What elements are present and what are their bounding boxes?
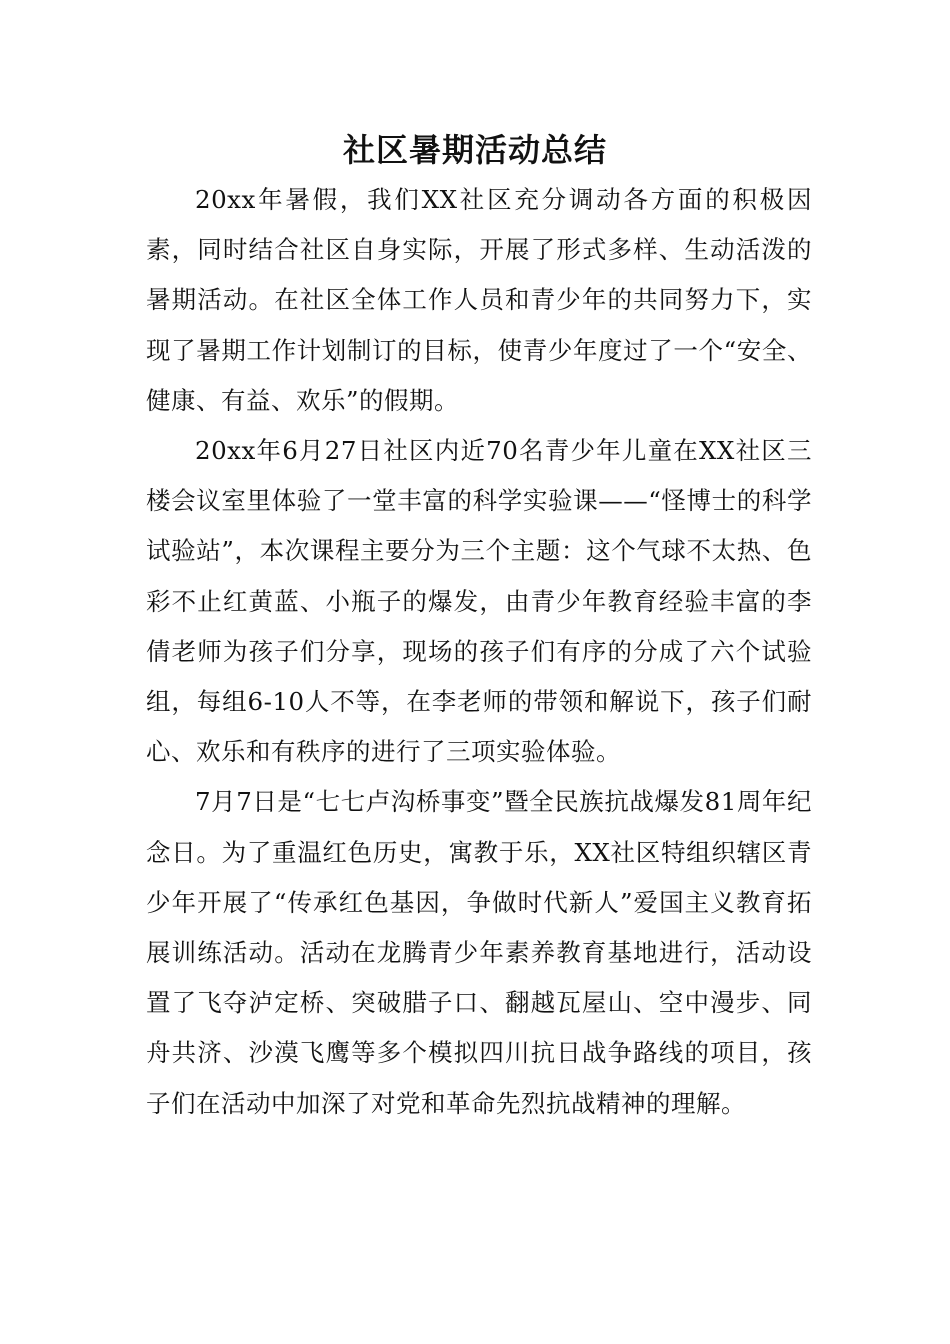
paragraph-2: 20xx年6月27日社区内近70名青少年儿童在XX社区三楼会议室里体验了一堂丰富的科学实验课——“怪博士的科学试验站”，本次课程主要分为三个主题：这个气球不太热、色彩不止红黄蓝、小瓶子的爆发，由青少年教育经验丰富的李倩老师为孩子们分享，现场的孩子们有序的分成了六个试验组，每组6-10人不等，在李老师的带领和解说下，孩子们耐心、欢乐和有秩序的进行了三项实验体验。 xyxy=(146,436,812,767)
document-body xyxy=(146,175,812,1129)
document-title: 社区暑期活动总结 xyxy=(342,131,607,169)
paragraph-1: 20xx年暑假，我们XX社区充分调动各方面的积极因素，同时结合社区自身实际，开展了形式多样、生动活泼的暑期活动。在社区全体工作人员和青少年的共同努力下，实现了暑期工作计划制订的目标，使青少年度过了一个“安全、健康、有益、欢乐”的假期。 xyxy=(146,185,812,415)
paragraph-3: 7月7日是“七七卢沟桥事变”暨全民族抗战爆发81周年纪念日。为了重温红色历史，寓教于乐，XX社区特组织辖区青少年开展了“传承红色基因，争做时代新人”爱国主义教育拓展训练活动。活动在龙腾青少年素养教育基地进行，活动设置了飞夺泸定桥、突破腊子口、翻越瓦屋山、空中漫步、同舟共济、沙漠飞鹰等多个模拟四川抗日战争路线的项目，孩子们在活动中加深了对党和革命先烈抗战精神的理解。 xyxy=(146,787,812,1118)
